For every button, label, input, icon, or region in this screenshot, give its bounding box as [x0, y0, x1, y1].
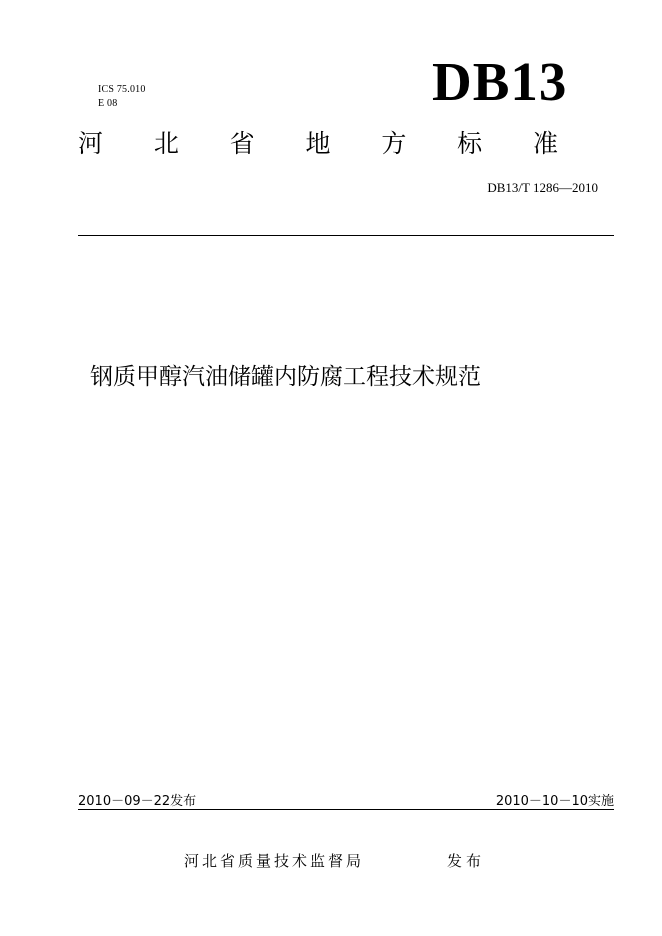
standard-type-char: 河: [78, 129, 104, 158]
document-title: 钢质甲醇汽油储罐内防腐工程技术规范: [90, 364, 481, 390]
footer-divider: [78, 809, 614, 810]
standard-code: DB13/T 1286—2010: [487, 180, 598, 195]
issue-label: 发布: [447, 852, 486, 870]
standard-type-heading: [78, 128, 558, 160]
ccs-code: E 08: [98, 98, 118, 109]
issuing-authority: 河北省质量技术监督局: [184, 852, 365, 870]
classification-codes: [98, 83, 146, 111]
standard-type-char: 北: [153, 129, 179, 158]
publish-date: 2010－09－22发布: [78, 794, 197, 809]
standard-type-char: 省: [229, 129, 255, 158]
standard-type-char: 方: [381, 129, 407, 158]
effective-date: 2010－10－10实施: [495, 794, 614, 809]
standard-type-char: 标: [457, 129, 483, 158]
date-row: [78, 794, 614, 810]
header-divider: [78, 235, 614, 236]
standard-brand-logo: DB13: [432, 51, 568, 112]
standard-type-char: 准: [532, 129, 558, 158]
standard-type-char: 地: [305, 129, 331, 158]
ics-code: ICS 75.010: [98, 84, 146, 95]
